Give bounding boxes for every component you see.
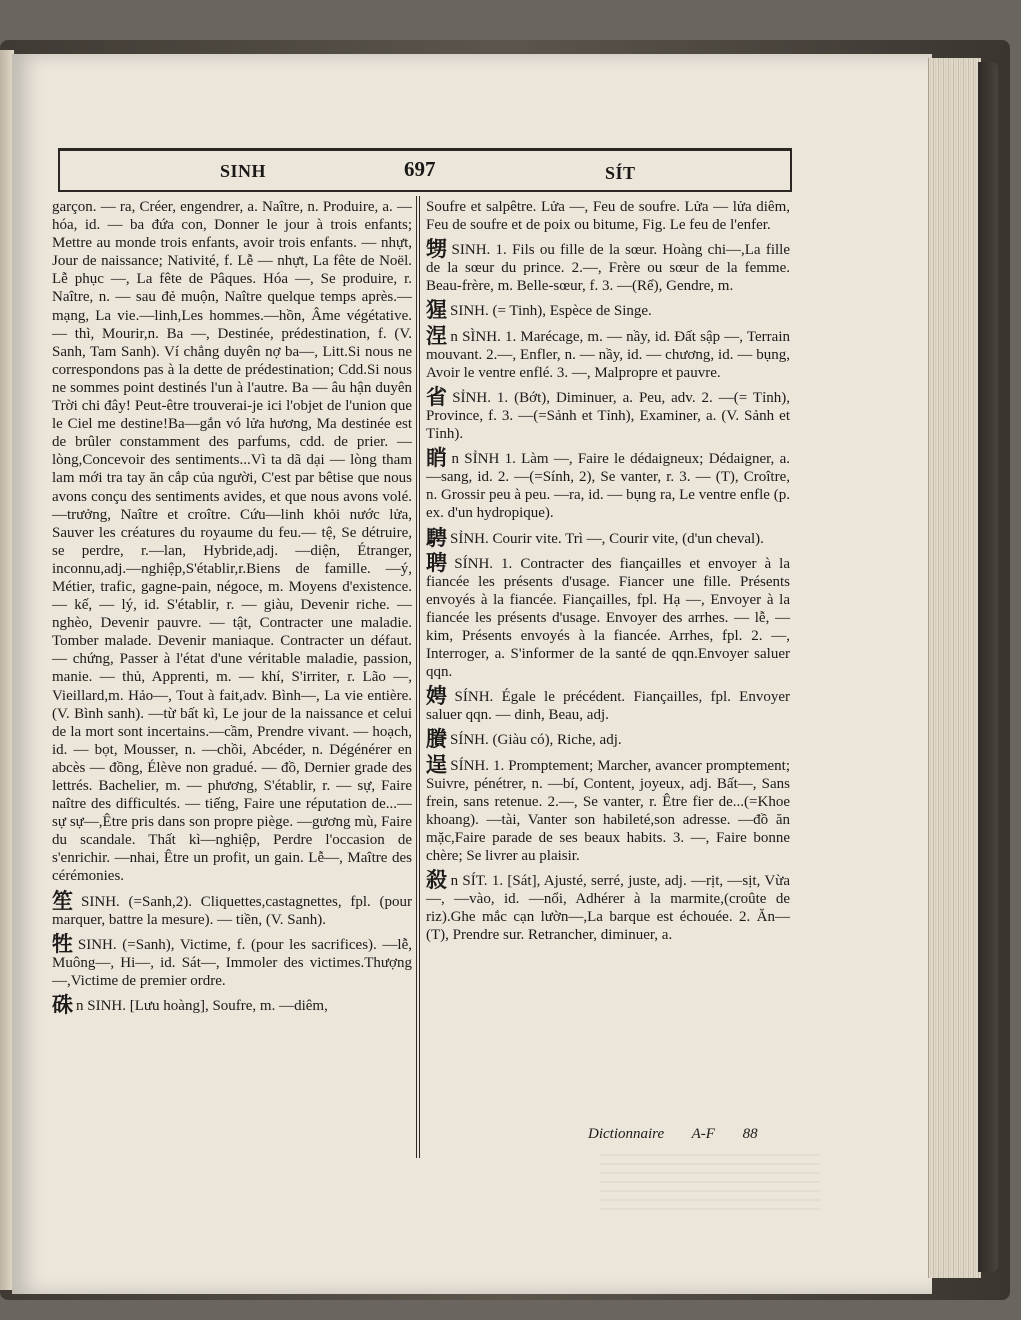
column-divider (416, 196, 420, 1158)
footer-signature: 88 (742, 1126, 758, 1142)
page-footer (588, 1126, 782, 1143)
dictionary-entry: 省 SỈNH. 1. (Bớt), Diminuer, a. Peu, adv. 2. —(= Tỉnh), Province, f. 3. —(=Sảnh et Tỉnh), Examiner, a. (V. Sảnh et Tỉnh). (426, 384, 790, 443)
dictionary-entry: 殺 n SÍT. 1. [Sát], Ajusté, serré, juste, adj. —rịt, —sịt, Vừa—, —vào, id. —nổi, Adhérer à la marmite,(croûte de riz).Ghe mắc cạn lườn—,La barque est échouée. 2. Ăn—(T), Prendre sur. Retrancher, diminuer, a. (426, 868, 791, 944)
entry-continuation: Soufre et salpêtre. Lửa —, Feu de soufre. Lửa — lửa diêm, Feu de soufre et de poix ou bitume, Fig. Le feu de l'enfer. (426, 199, 790, 234)
header-left-word: SINH (220, 161, 267, 181)
back-cover (978, 62, 998, 1272)
headword-glyph: 笙 (52, 888, 79, 913)
headword-glyph: 牲 (52, 931, 75, 956)
right-column (426, 198, 790, 947)
headword-glyph: 硃 (52, 993, 73, 1018)
header-right-word: SÍT (605, 163, 636, 183)
dictionary-entry: 笙 SINH. (=Sanh,2). Cliquettes,castagnettes, fpl. (pour marquer, battre la mesure). — tiền, (V. Sanh). (52, 888, 413, 928)
headword-glyph: 省 (426, 384, 450, 409)
dictionary-entry: 猩 SINH. (= Tinh), Espèce de Singe. (426, 298, 652, 323)
dictionary-entry: 賸 SÍNH. (Giàu có), Riche, adj. (426, 727, 622, 752)
headword-glyph: 睄 (426, 446, 449, 471)
headword-glyph: 賸 (426, 727, 447, 752)
headword-glyph: 猩 (426, 298, 447, 323)
dictionary-entry: 騁 SỈNH. Courir vite. Trì —, Courir vite, (d'un cheval). (426, 525, 764, 550)
headword-glyph: 娉 (426, 684, 452, 709)
footer-label: Dictionnaire (588, 1126, 665, 1142)
bleed-through-text (600, 1150, 820, 1210)
page-header (58, 148, 792, 192)
headword-glyph: 甥 (426, 237, 449, 262)
dictionary-entry: 硃 n SINH. [Lưu hoàng], Soufre, m. —diêm, (52, 993, 328, 1018)
footer-range: A-F (691, 1126, 715, 1142)
headword-glyph: 聘 (426, 550, 452, 575)
headword-glyph: 逞 (426, 752, 448, 777)
headword-glyph: 殺 (426, 868, 448, 893)
dictionary-entry: 逞 SÍNH. 1. Promptement; Marcher, avancer promptement; Suivre, pénétrer, n. —bí, Content, joyeux, adj. Bất—, Sans frein, sans retenue. 2.—, Se vanter, r. Être fier de...(=Khoe khoang). —tài, Vanter son habileté,son adresse. —đồ ăn mặc,Faire parade de ses beaux habits. 3. —, Faire bonne chère; Se livrer au plaisir. (426, 752, 791, 864)
headword-glyph: 涅 (426, 323, 448, 348)
dictionary-entry: 牲 SINH. (=Sanh), Victime, f. (pour les sacrifices). —lễ, Muông—, Hi—, id. Sát—, Immoler des victimes.Thượng—,Victime de premier ordre. (52, 931, 413, 989)
entry-continuation: garçon. — ra, Créer, engendrer, a. Naître, n. Produire, a. — hóa, id. — ba đứa con, Donner le jour à trois enfants; Mettre au monde trois enfants, avoir trois enfants. — nhựt, Jour de naissance; Nativité, f. Lễ — nhựt, La fête de Noël. Lễ phục —, La fête de Pâques. Hóa —, Se produire, r. Naître, n. — sau đẻ muộn, Naître quelque temps après.— mạng, La vie.—linh,Les hommes.—hồn, Âme végétative. — thì, Mourir,n. Ba —, Destinée, prédestination, f. (V. Sanh, Tam Sanh). Ví chẳng duyên nợ ba—, Litt.Si nous ne correspondons pas à la dette de prédestination; Cdd.Si nous ne sommes point destinés l'un à l'autre. Ba — âu hận duyên Trời chi đây! Peut-être trouverai-je ici l'objet de l'union que le Ciel me destine!Ba—gắn vó lửa hương, Ma destinée est de brûler constamment des parfums, cdd. de prier. —lòng,Concevoir des sentiments...Vì ta dã dại — lòng tham lam mới tra tay ăn cắp của người, C'est par bêtise que nous avons conçu des sentiments avides, et que nous avons volé.—trưởng, Naître et croître. Cứu—linh khỏi nước lửa, Sauver les créatures du royaume du feu.— tệ, Se détruire, se perdre, r.—lan, Hybride,adj. —diện, Étranger, inconnu,adj.—nghiệp,S'établir,r.Biens de famille. —ý, Métier, trafic, gagne-pain, négoce, m. Moyens d'existence. — kế, — lý, id. S'établir, r. — giàu, Devenir riche. — nghèo, Devenir pauvre. — tật, Contracter une maladie. Tomber malade. Devenir maniaque. Contracter un défaut. — chứng, Passer à l'état d'une véritable maladie, passion, manie. — thủ, Apprenti, m. — khí, S'irriter, r. Lão —, Vieillard,m. Hảo—, Tout à fait,adv. Bình—, La vie entière. (V. Bình sanh). —từ bất kì, Le jour de la naissance et celui de la mort sont incertains.—cầm, Prendre vivant. — hoạch, id. — bọt, Mousser, n. —chồi, Abcéder, n. Dégénérer en abcès — đồng, Élève non gradué. — đồ, Dernier grade des lettrés. Bachelier, m. — phương, S'établir, r. — sự, Faire naître des difficultés. — tiếng, Faire une réputation de...—sự sự—,Être pris dans son propre piège. —gương mù, Faire du scandale. Thất kì—nghiệp, Perdre l'occasion de s'enrichir. —nhai, Être un profit, un gain. Lễ—, Maître des cérémonies. (52, 199, 412, 885)
dictionary-entry: 睄 n SỈNH 1. Làm —, Faire le dédaigneux; Dédaigner, a. —sang, id. 2. —(=Sính, 2), Se vanter, r. 3. — (T), Croître, n. Grossir peu à peu. —ra, id. — bụng ra, Le ventre enfle (p. ex. d'un hydropique). (426, 446, 790, 522)
dictionary-entry: 涅 n SÌNH. 1. Marécage, m. — nầy, id. Đất sập —, Terrain mouvant. 2.—, Enfler, n. — nầy, id. — chương, id. — bụng, Avoir le ventre enflé. 3. —, Malpropre et pauvre. (426, 323, 790, 381)
left-column (52, 198, 412, 1018)
dictionary-entry: 甥 SINH. 1. Fils ou fille de la sœur. Hoàng chi—,La fille de la sœur du prince. 2.—, Frère ou sœur de la femme. Beau-frère, m. Belle-sœur, f. 3. —(Rể), Gendre, m. (426, 237, 790, 295)
headword-glyph: 騁 (426, 525, 447, 550)
dictionary-entry: 娉 SÍNH. Égale le précédent. Fiançailles, fpl. Envoyer saluer qqn. — dinh, Beau, adj. (426, 684, 790, 724)
dictionary-entry: 聘 SÍNH. 1. Contracter des fiançailles et envoyer à la fiancée les présents d'usage. Fiancer une fille. Présents envoyés à la fiancée. Fiançailles, fpl. Hạ —, Envoyer à la fiancée les présents d'usage. Envoyer des arrhes. — lễ, — kim, Présents envoyés à la fiancée. Arrhes, fpl. 2. —, Interroger, a. S'informer de la santé de qqn.Envoyer saluer qqn. (426, 550, 791, 681)
page-stack-edge (928, 58, 981, 1278)
page-number: 697 (404, 157, 436, 181)
